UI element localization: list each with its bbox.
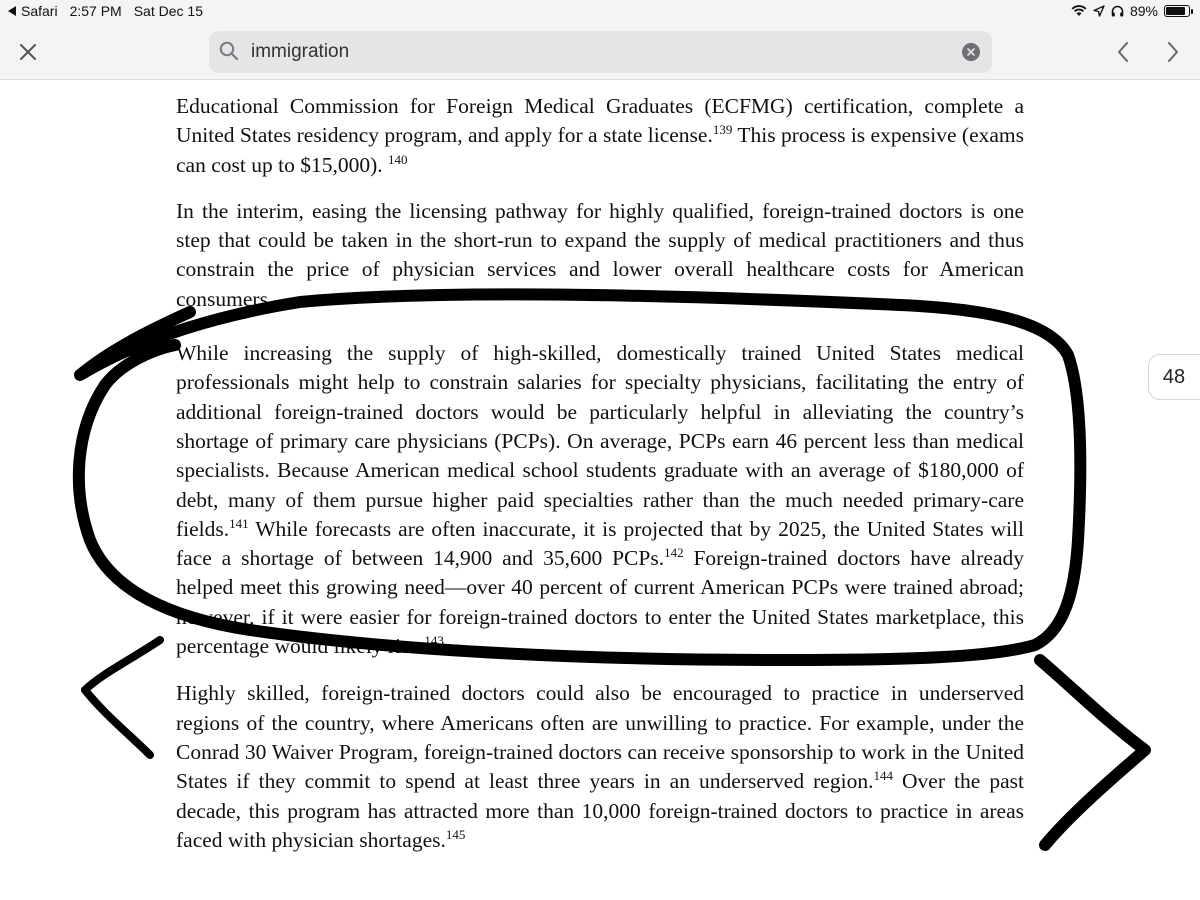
paragraph-text: Over the past decade, this program has attracted more than 10,000 foreign-trained doctors to practice in areas faced with physician shortages. — [176, 769, 1025, 852]
next-result-button[interactable] — [1160, 38, 1186, 66]
page-number: 48 — [1162, 365, 1186, 388]
paragraph-text: While increasing the supply of high-skilled, domestically trained United States medical professionals might help to constrain salaries for specialty physicians, facilitating the entry of additional foreign-trained doctors would be particularly helpful in alleviating the country’s shortage of primary care physicians (PCPs). On average, PCPs earn 46 percent less than medical specialists. Because American medical school students graduate with an average of $180,000 of debt, many of them pursue higher paid specialties rather than the much needed primary-care fields. — [176, 341, 1024, 541]
paragraph-text: This process is expensive (exams can cost up to $15,000). — [176, 123, 1024, 177]
back-to-app-link[interactable] — [8, 3, 58, 19]
battery-percent: 89% — [1129, 3, 1158, 19]
close-button[interactable] — [14, 38, 42, 66]
close-icon — [20, 44, 36, 60]
paragraph-text: Highly skilled, foreign-trained doctors could also be encouraged to practice in underserved regions of the country, where Americans often are unwilling to practice. For example, under the Conrad 30 Waiver Program, foreign-trained doctors can receive sponsorship to work in the United States if they commit to spend at least three years in an underserved region. — [176, 681, 1024, 794]
paragraph-interim — [176, 197, 1024, 314]
paragraph-text: In the interim, easing the licensing pathway for highly qualified, foreign-trained doctors is one step that could be taken in the short-run to expand the supply of medical practitioners and thus constrain the price of physician services and lower overall healthcare costs for American consumers. — [176, 198, 1024, 311]
annotation-left-bracket — [85, 640, 160, 755]
previous-result-button[interactable] — [1110, 38, 1136, 66]
status-time: 2:57 PM — [69, 3, 122, 19]
paragraph-pcp-shortage — [176, 339, 1024, 661]
clear-search-button[interactable] — [962, 43, 980, 61]
search-icon — [219, 41, 239, 61]
paragraph-underserved — [176, 679, 1024, 855]
clear-icon — [967, 48, 975, 56]
battery-icon — [1164, 5, 1190, 17]
footnote-ref[interactable]: 139 — [712, 122, 733, 138]
chevron-right-icon — [1166, 41, 1180, 63]
paragraph-text: Foreign-trained doctors have already helped meet this growing need—over 40 percent of current American PCPs were trained abroad; however, if it were easier for foreign-trained doctors to enter the United States marketplace, this percentage would likely rise. — [176, 546, 1024, 659]
chevron-left-icon — [1116, 41, 1130, 63]
footnote-ref[interactable]: 144 — [873, 768, 893, 784]
back-app-label: Safari — [21, 3, 58, 19]
footnote-ref[interactable]: 140 — [387, 151, 408, 167]
document-page — [176, 92, 1024, 872]
search-bar[interactable] — [209, 31, 992, 73]
footnote-ref[interactable]: 142 — [664, 545, 684, 560]
back-triangle-icon — [8, 6, 17, 16]
wifi-icon — [1071, 5, 1087, 17]
headphones-icon — [1111, 5, 1124, 17]
footnote-ref[interactable]: 143 — [424, 632, 444, 648]
paragraph-text: While forecasts are often inaccurate, it is projected that by 2025, the United States will face a shortage of between 14,900 and 35,600 PCPs. — [176, 516, 1024, 571]
battery-fill — [1166, 7, 1185, 15]
annotation-right-arrow — [1040, 660, 1145, 845]
status-date: Sat Dec 15 — [133, 3, 203, 19]
footnote-ref[interactable]: 145 — [445, 826, 466, 842]
page-number-badge[interactable] — [1148, 354, 1200, 400]
paragraph-licensing — [176, 92, 1024, 180]
toolbar — [0, 24, 1200, 80]
search-input[interactable] — [251, 39, 931, 65]
location-arrow-icon — [1093, 5, 1105, 17]
status-bar — [0, 0, 1200, 24]
footnote-ref[interactable]: 141 — [229, 515, 249, 531]
paragraph-text: Educational Commission for Foreign Medical Graduates (ECFMG) certification, complete a United States residency program, and apply for a state license. — [176, 94, 1024, 148]
